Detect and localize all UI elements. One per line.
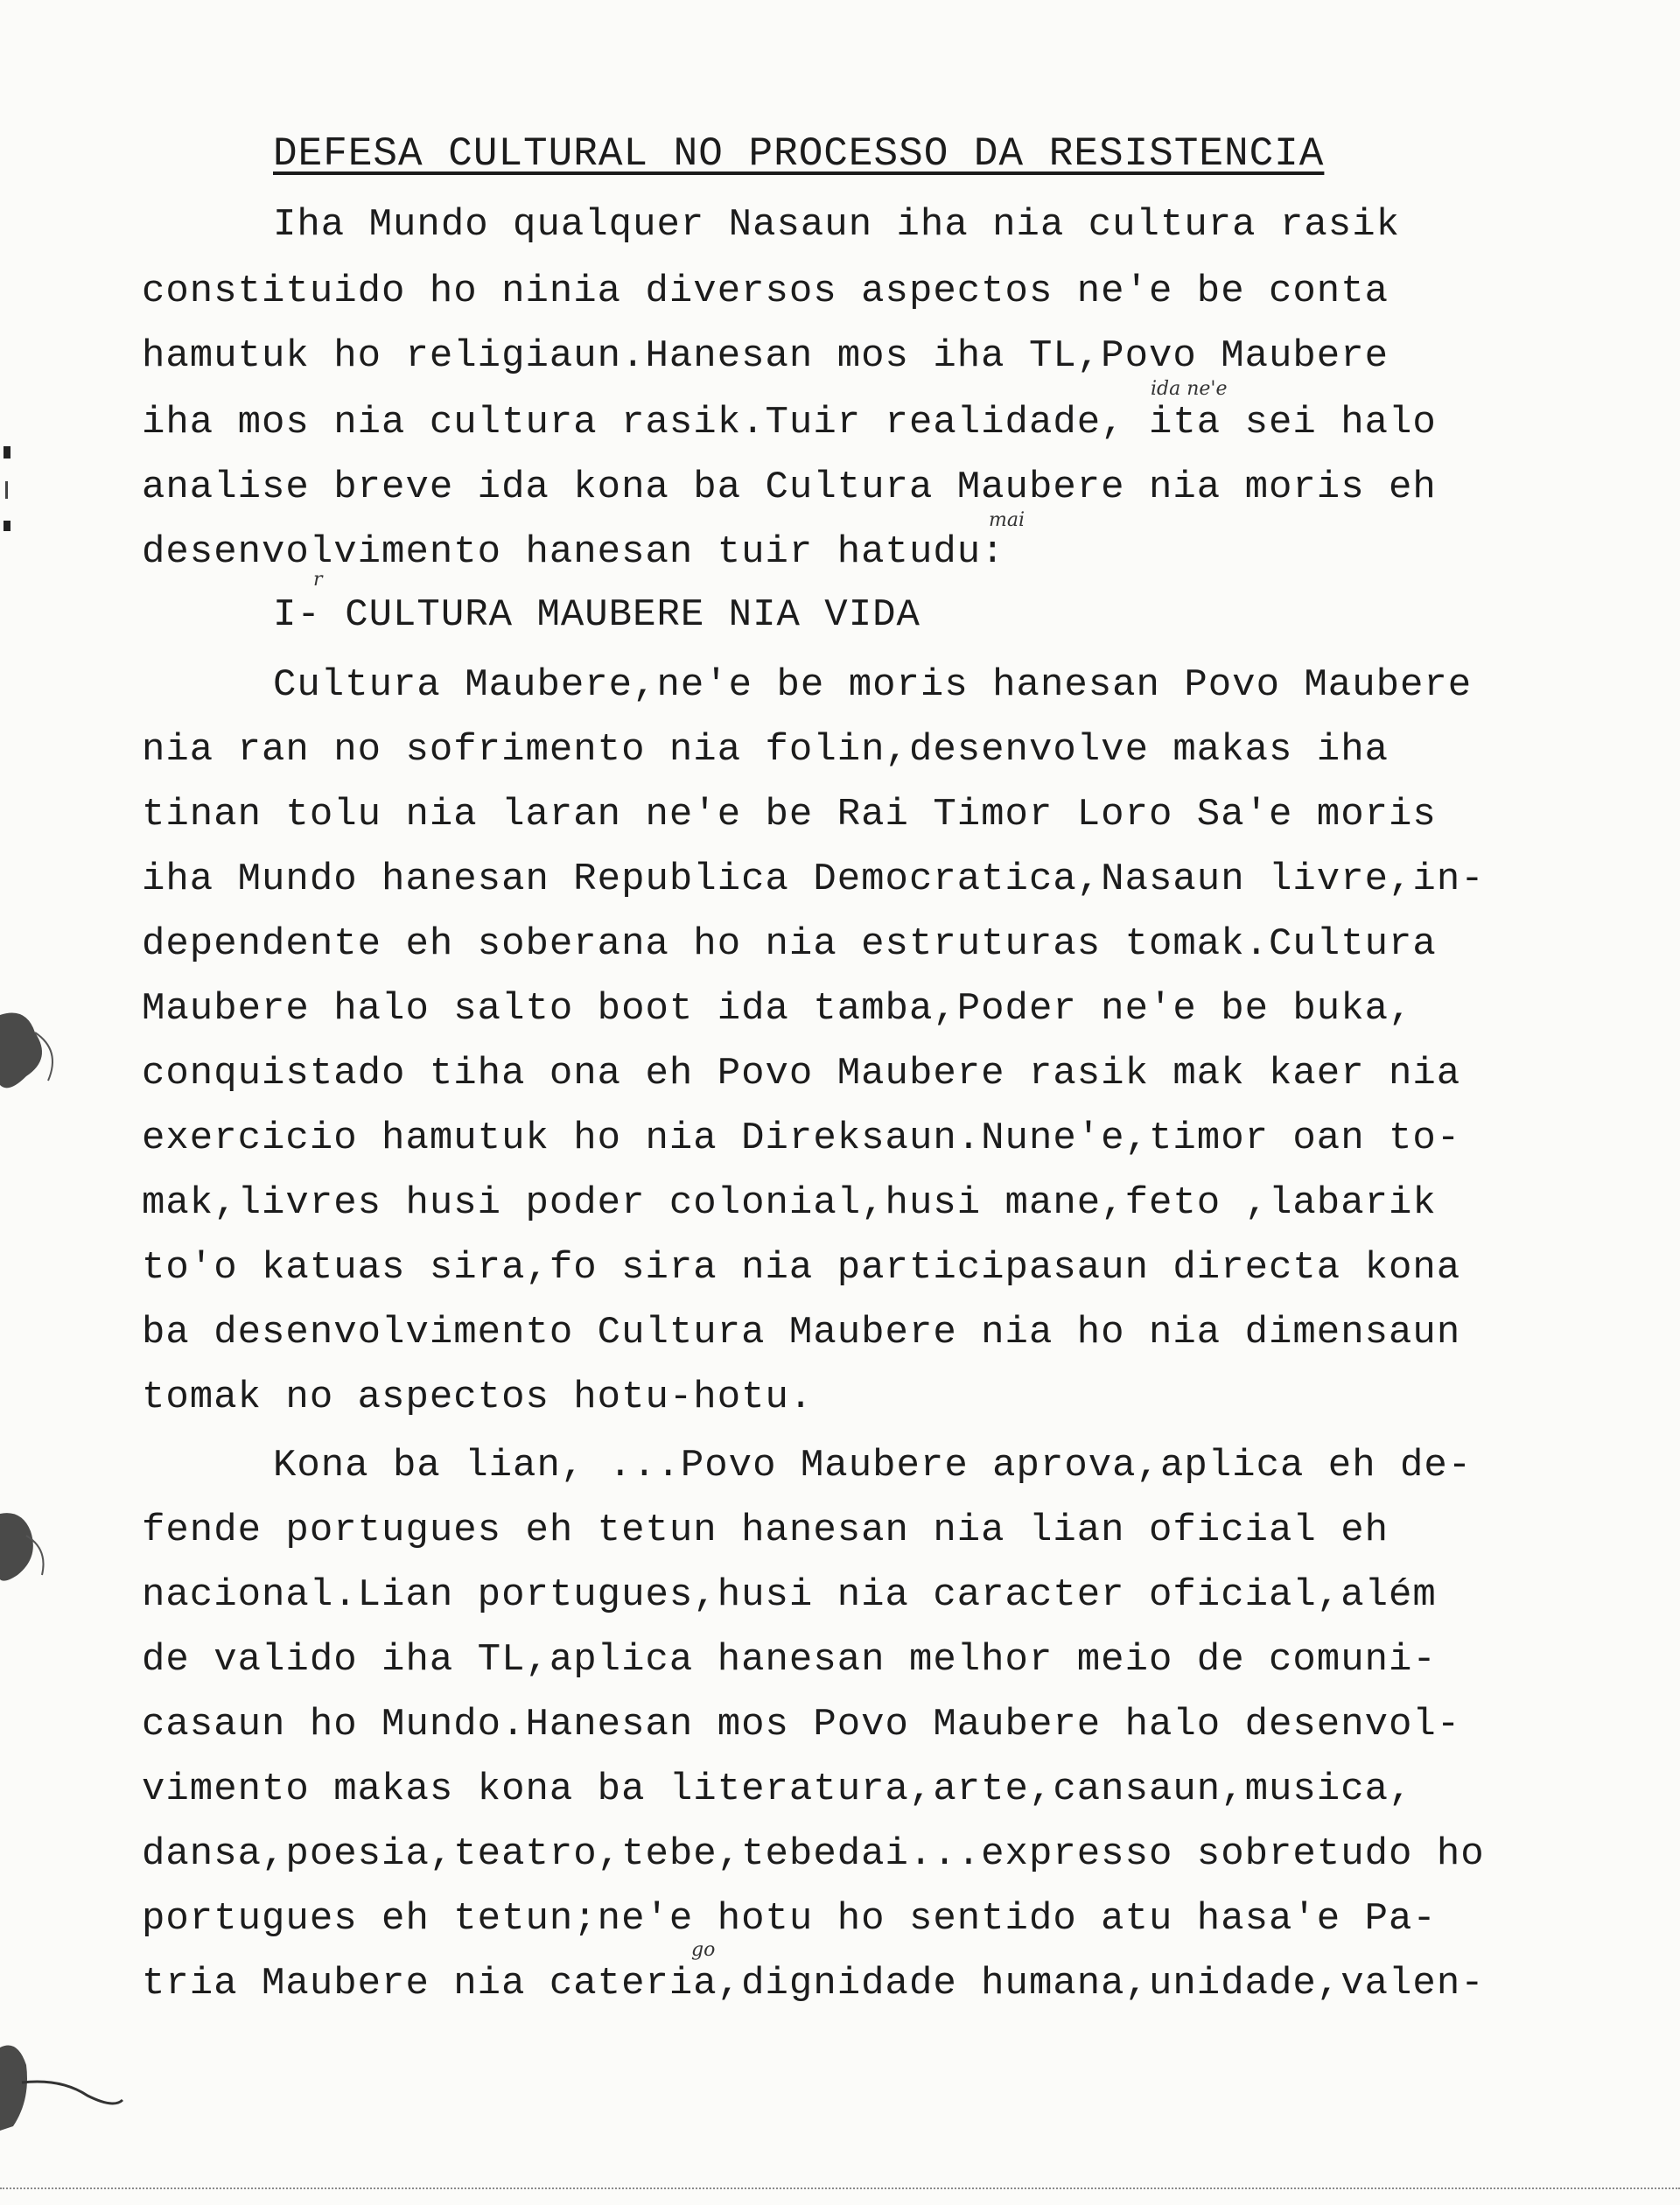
document-title: DEFESA CULTURAL NO PROCESSO DA RESISTENCIA [273,131,1325,177]
text-line-14: conquistado tiha ona eh Povo Maubere rasik mak kaer nia [142,1052,1461,1096]
text-line-17: to'o katuas sira,fo sira nia participasaun directa kona [142,1246,1461,1290]
text-line-13: Maubere halo salto boot ida tamba,Poder ne'e be buka, [142,987,1413,1031]
text-line-3: hamutuk ho religiaun.Hanesan mos iha TL,Povo Maubere [142,334,1390,378]
text-line-22: nacional.Lian portugues,husi nia caracter oficial,além [142,1573,1437,1617]
text-line-18: ba desenvolvimento Cultura Maubere nia ho nia dimensaun [142,1311,1461,1354]
scan-smudge-mark-icon-2 [0,1505,70,1592]
handwritten-annotation-r: r [313,569,323,591]
text-line-8: Cultura Maubere,ne'e be moris hanesan Povo Maubere [273,663,1473,707]
text-line-1: Iha Mundo qualquer Nasaun iha nia cultura rasik [273,203,1401,247]
handwritten-annotation-mai: mai [989,509,1026,531]
text-line-15: exercicio hamutuk ho nia Direksaun.Nune'e,timor oan to- [142,1116,1461,1160]
text-line-4: iha mos nia cultura rasik.Tuir realidade, ita sei halo [142,401,1437,444]
text-line-21: fende portugues eh tetun hanesan nia lian oficial eh [142,1508,1390,1552]
scan-punch-mark-icon [0,438,35,542]
bottom-scan-edge [0,2188,1680,2191]
handwritten-annotation-ida-nee: ida ne'e [1151,378,1228,400]
text-line-2: constituido ho ninia diversos aspectos ne'e be conta [142,270,1390,313]
text-line-20: Kona ba lian, ...Povo Maubere aprova,aplica eh de- [273,1444,1473,1488]
text-line-10: tinan tolu nia laran ne'e be Rai Timor Loro Sa'e moris [142,793,1437,836]
text-line-23: de valido iha TL,aplica hanesan melhor meio de comuni- [142,1638,1437,1682]
text-line-25: vimento makas kona ba literatura,arte,cansaun,musica, [142,1768,1413,1811]
text-line-16: mak,livres husi poder colonial,husi mane,feto ,labarik [142,1181,1437,1225]
handwritten-annotation-go: go [691,1939,716,1961]
scan-smudge-mark-icon [0,998,70,1111]
section-heading: I- CULTURA MAUBERE NIA VIDA [273,593,920,637]
text-line-27: portugues eh tetun;ne'e hotu ho sentido atu hasa'e Pa- [142,1897,1437,1941]
text-line-12: dependente eh soberana ho nia estruturas tomak.Cultura [142,922,1437,966]
text-line-11: iha Mundo hanesan Republica Democratica,Nasaun livre,in- [142,858,1485,901]
text-line-19: tomak no aspectos hotu-hotu. [142,1376,814,1419]
text-line-6: desenvolvimento hanesan tuir hatudu: [142,530,1005,574]
text-line-9: nia ran no sofrimento nia folin,desenvolve makas iha [142,728,1390,772]
text-line-24: casaun ho Mundo.Hanesan mos Povo Maubere halo desenvol- [142,1703,1461,1746]
text-line-28: tria Maubere nia cateria,dignidade humana,unidade,valen- [142,1962,1485,2006]
text-line-5: analise breve ida kona ba Cultura Maubere nia moris eh [142,466,1437,509]
text-line-26: dansa,poesia,teatro,tebe,tebedai...expresso sobretudo ho [142,1832,1485,1876]
scan-smudge-mark-icon-3 [0,2030,131,2144]
